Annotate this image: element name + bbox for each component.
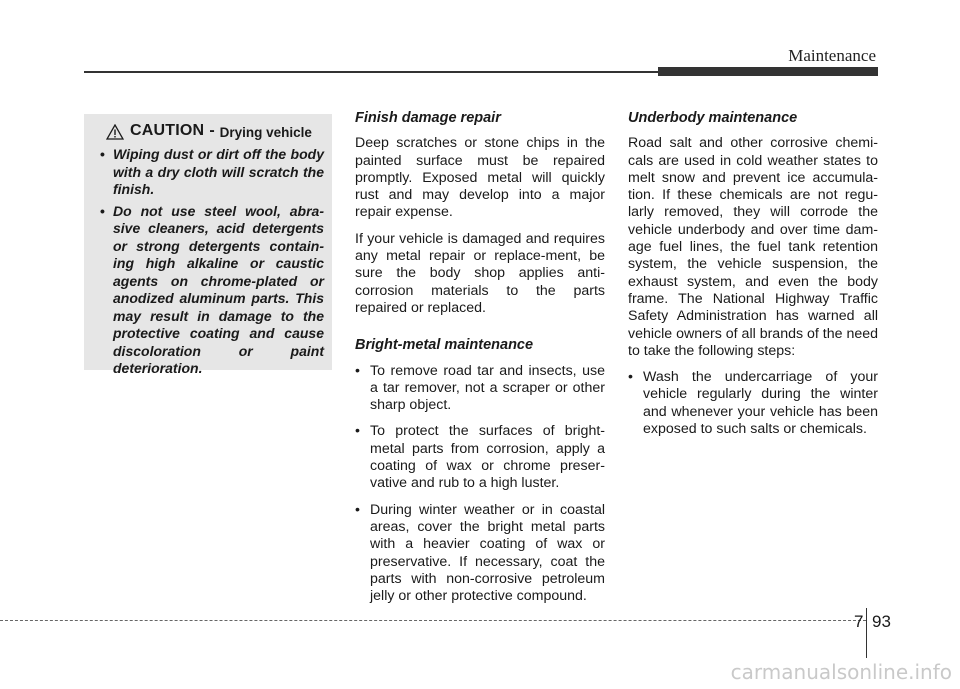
header-rule bbox=[84, 71, 658, 73]
header-accent-bar bbox=[658, 67, 878, 76]
finish-paragraph: If your vehicle is damaged and requires any metal repair or replace-ment, be sure the body shop applies anti-corrosion materials to the parts repaired or replaced. bbox=[355, 230, 605, 316]
right-column bbox=[628, 110, 878, 447]
middle-column bbox=[355, 110, 605, 614]
footer-rule bbox=[0, 620, 866, 621]
bright-metal-heading: Bright-metal maintenance bbox=[355, 337, 534, 354]
bright-metal-item: • To remove road tar and insects, use a tar remover, not a scraper or other sharp object. bbox=[355, 363, 605, 415]
caution-box bbox=[84, 114, 332, 376]
caution-item: • Wiping dust or dirt off the body with a dry cloth will scratch the finish. bbox=[94, 146, 324, 199]
caution-list bbox=[94, 146, 324, 378]
caution-subtitle: Drying vehicle bbox=[219, 125, 312, 140]
finish-heading: Finish damage repair bbox=[355, 110, 501, 126]
underbody-item: • Wash the undercarriage of your vehicle regularly during the winter and whenever your vehicle has been exposed to such salts or chemicals. bbox=[628, 369, 878, 438]
footer-divider bbox=[866, 608, 867, 658]
section-title: Maintenance bbox=[788, 46, 876, 65]
caution-item: • Do not use steel wool, abra-sive cleaners, acid detergents or strong detergents contain-ing high alkaline or caustic agents on chrome-plated or anodized aluminum parts. This may result in damage to the protective coating and cause discoloration or paint deterioration. bbox=[94, 203, 324, 378]
bright-metal-item: • During winter weather or in coastal areas, cover the bright metal parts with a heavier coating of wax or preservative. If necessary, coat the parts with non-corrosive petroleum jelly or other protective compound. bbox=[355, 502, 605, 606]
underbody-list bbox=[628, 369, 878, 438]
finish-paragraph: Deep scratches or stone chips in the painted surface must be repaired promptly. Exposed metal will quickly rust and may develop into a major repair expense. bbox=[355, 135, 605, 221]
caution-header bbox=[94, 122, 324, 140]
bright-metal-list bbox=[355, 363, 605, 606]
watermark: carmanualsonline.info bbox=[730, 660, 952, 684]
caution-separator: - bbox=[209, 122, 215, 139]
bright-metal-item: • To protect the surfaces of bright-metal parts from corrosion, apply a coating of wax or chrome preser-vative and rub to a high luster. bbox=[355, 423, 605, 492]
warning-triangle-icon bbox=[106, 124, 124, 140]
page-number: 93 bbox=[872, 612, 891, 631]
underbody-heading: Underbody maintenance bbox=[628, 110, 798, 126]
underbody-paragraph: Road salt and other corrosive chemi-cals are used in cold weather states to melt snow and prevent ice accumula-tion. If these chemicals are not regu-larly removed, they will corrode the vehicle underbody and over time dam-age fuel lines, the fuel tank retention system, the vehicle suspension, the exhaust system, and even the body frame. The National Highway Traffic Safety Administration has warned all vehicle owners of all brands of the need to take the following steps: bbox=[628, 135, 879, 359]
chapter-number: 7 bbox=[854, 612, 864, 631]
caution-word: CAUTION bbox=[130, 122, 205, 139]
